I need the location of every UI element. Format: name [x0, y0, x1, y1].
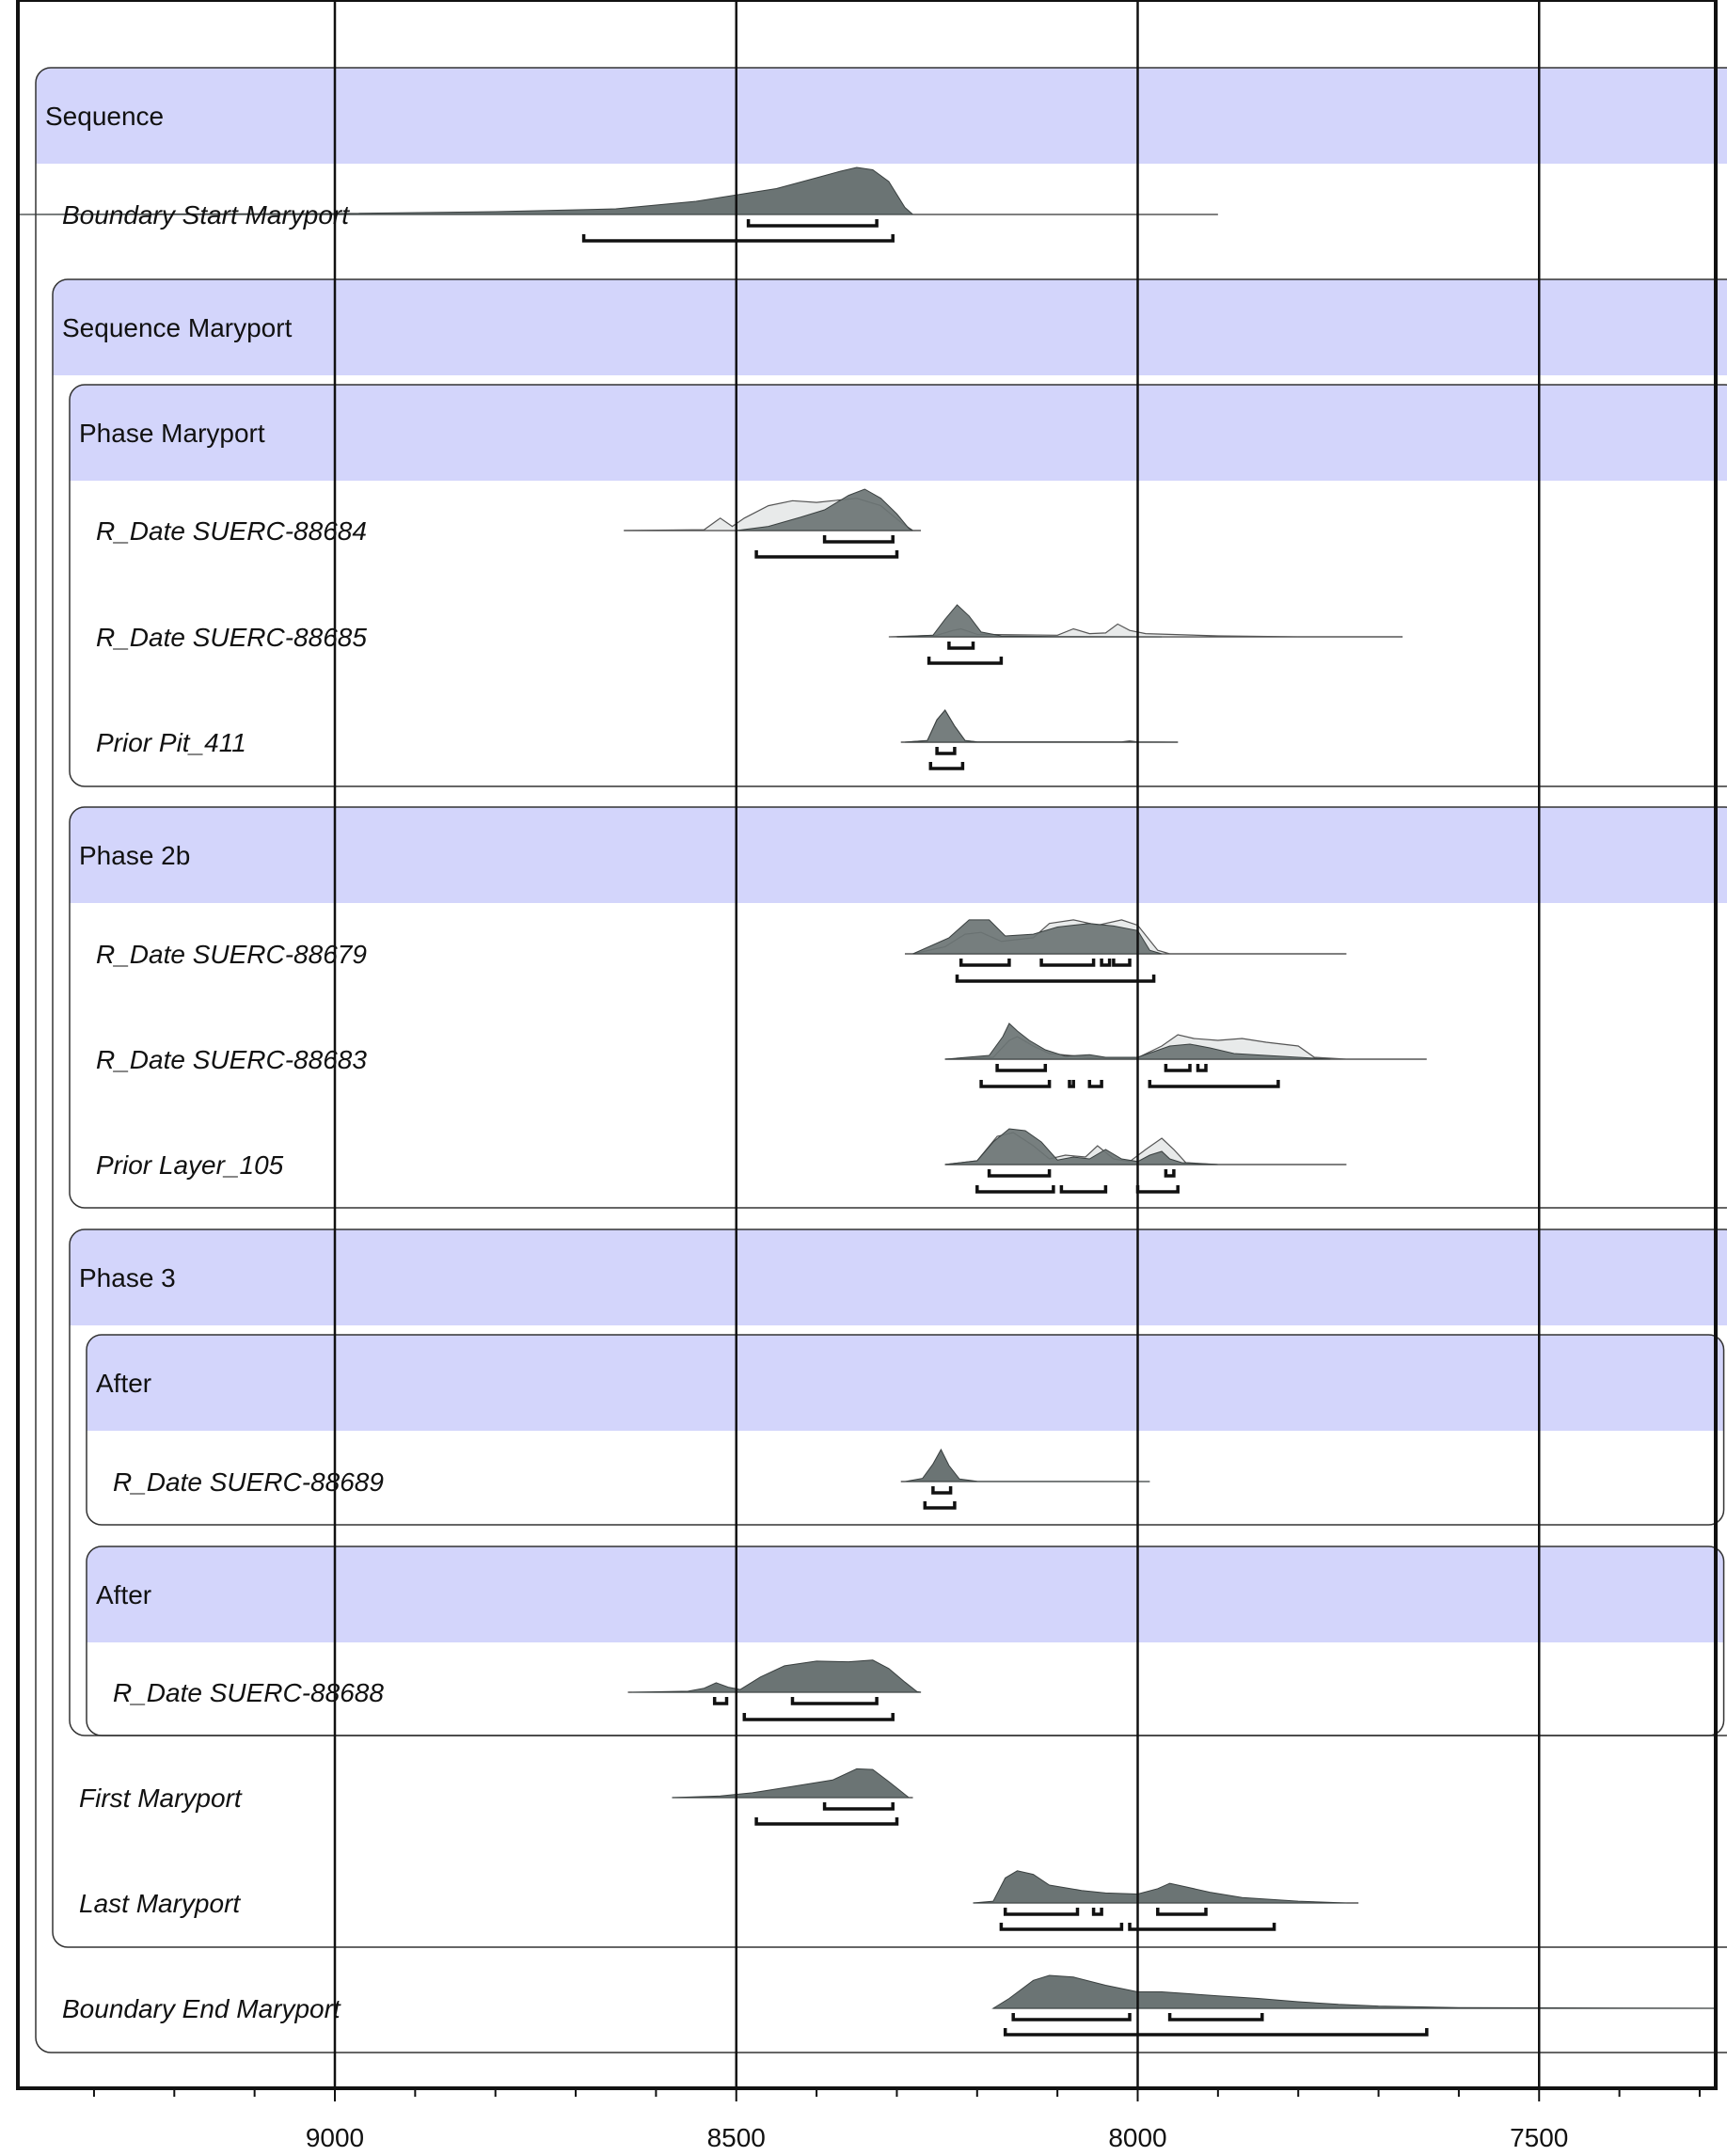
- group-header-band: [70, 807, 1727, 903]
- row-label: Last Maryport: [79, 1889, 241, 1918]
- group-label: After: [96, 1580, 152, 1609]
- group-header-band: [70, 1229, 1727, 1325]
- row-label: Boundary Start Maryport: [62, 200, 350, 230]
- row-label: Boundary End Maryport: [62, 1994, 341, 2023]
- row-label: R_Date SUERC-88689: [113, 1467, 384, 1497]
- group-header-band: [87, 1335, 1724, 1431]
- row-label: R_Date SUERC-88683: [96, 1045, 367, 1074]
- group-label: Sequence: [45, 102, 165, 131]
- tick-label: 8000: [1108, 2123, 1167, 2152]
- tick-label: 7500: [1510, 2123, 1569, 2152]
- tick-label: 8500: [706, 2123, 766, 2152]
- group-label: Sequence Maryport: [62, 313, 293, 342]
- group-header-band: [87, 1546, 1724, 1642]
- row-label: Prior Layer_105: [96, 1150, 284, 1180]
- row-label: R_Date SUERC-88688: [113, 1678, 384, 1707]
- row-label: R_Date SUERC-88684: [96, 516, 367, 546]
- tick-label: 9000: [305, 2123, 365, 2152]
- group-label: Phase 3: [79, 1263, 176, 1292]
- group-label: Phase 2b: [79, 841, 191, 870]
- group-header-band: [36, 68, 1727, 164]
- row-label: R_Date SUERC-88679: [96, 940, 367, 969]
- group-label: Phase Maryport: [79, 419, 265, 448]
- group-label: After: [96, 1369, 152, 1398]
- row-label: Prior Pit_411: [96, 728, 246, 757]
- row-label: R_Date SUERC-88685: [96, 623, 367, 652]
- group-header-band: [70, 385, 1727, 481]
- row-label: First Maryport: [79, 1783, 242, 1813]
- group-header-band: [53, 279, 1727, 375]
